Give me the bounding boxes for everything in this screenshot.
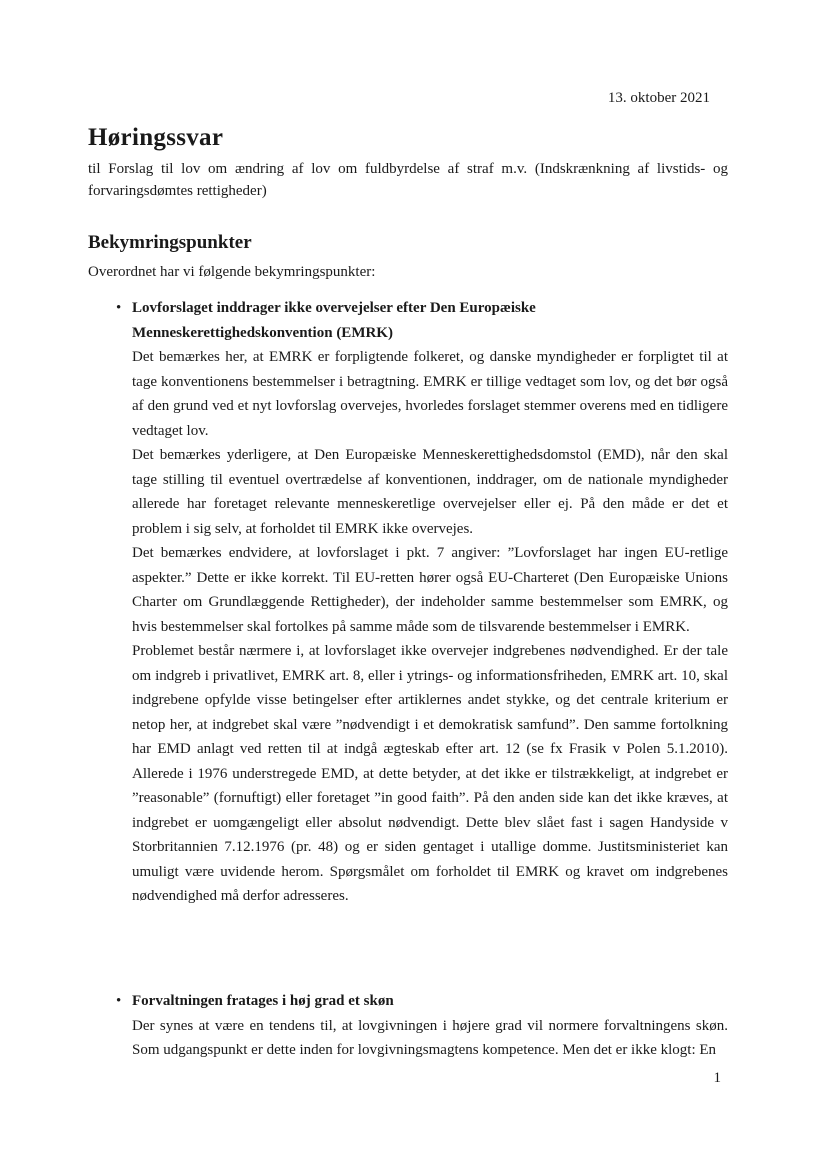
paragraph: Der synes at være en tendens til, at lovgivningen i højere grad vil normere forvaltningens skøn. Som udgangspunkt er dette inden for lovgivningsmagtens kompetence. Men det er ikke klogt: En [132, 1017, 728, 1058]
document-date: 13. oktober 2021 [607, 90, 710, 106]
bullet-content [132, 296, 728, 909]
page-number: 1 [713, 1070, 721, 1086]
bullet-icon: • [116, 993, 122, 1009]
bullet-icon: • [116, 300, 122, 316]
paragraph: Problemet består nærmere i, at lovforslaget ikke overvejer indgrebenes nødvendighed. Er der tale om indgreb i privatlivet, EMRK art. 8, eller i ytrings- og informationsfriheden, EMRK art. 10, skal indgrebene opfylde visse betingelser efter artiklernes andet stykke, og det centrale kriterium er netop her, at indgrebet skal være ”nødvendigt i et demokratisk samfund”. Den samme fortolkning har EMD anlagt ved retten til at indgå ægteskab efter art. 12 (se fx Frasik v Polen 5.1.2010). Allerede i 1976 understregede EMD, at dette betyder, at det ikke er tilstrækkeligt, at indgrebet er ”reasonable” (fornuftigt) eller foretaget ”in good faith”. På den anden side kan det ikke kræves, at indgrebet er uomgængeligt eller absolut nødvendigt. Dette blev slået fast i sagen Handyside v Storbritannien 7.12.1976 (pr. 48) og er siden gentaget i utallige domme. Justitsministeriet kan umuligt være uvidende herom. Spørgsmålet om forholdet til EMRK og kravet om indgrebenes nødvendighed må derfor adresseres. [132, 643, 728, 904]
document-title: Høringssvar [88, 124, 224, 151]
document-subtitle: til Forslag til lov om ændring af lov om fuldbyrdelse af straf m.v. (Indskrænkning af livstids- og forvaringsdømtes rettigheder) [88, 161, 728, 199]
section-heading: Bekymringspunkter [88, 232, 252, 253]
bullet-heading: Forvaltningen fratages i høj grad et skøn [132, 993, 394, 1009]
paragraph: Det bemærkes yderligere, at Den Europæiske Menneskerettighedsdomstol (EMD), når den skal tage stilling til eventuel overtrædelse af konventionen, inddrager, om de nationale myndigheder allerede har foretaget relevante menneskeretlige overvejelser eller ej. På den måde er det et problem i sig selv, at forholdet til EMRK ikke overvejes. [132, 447, 728, 537]
bullet-heading: Lovforslaget inddrager ikke overvejelser efter Den Europæiske Menneskerettighedskonvention (EMRK) [132, 300, 536, 341]
section-intro: Overordnet har vi følgende bekymringspunkter: [88, 264, 376, 280]
bullet-content [132, 989, 728, 1063]
paragraph: Det bemærkes her, at EMRK er forpligtende folkeret, og danske myndigheder er forpligtet til at tage konventionens bestemmelser i betragtning. EMRK er tillige vedtaget som lov, og det bør også af den grund ved et nyt lovforslag overvejes, hvorledes forslaget stemmer overens med en tidligere vedtaget lov. [132, 349, 728, 439]
paragraph: Det bemærkes endvidere, at lovforslaget i pkt. 7 angiver: ”Lovforslaget har ingen EU-retlige aspekter.” Dette er ikke korrekt. Til EU-retten hører også EU-Charteret (Den Europæiske Unions Charter om Grundlæggende Rettigheder), der indeholder samme bestemmelser som EMRK, og hvis bestemmelser skal fortolkes på samme måde som de tilsvarende bestemmelser i EMRK. [132, 545, 728, 635]
